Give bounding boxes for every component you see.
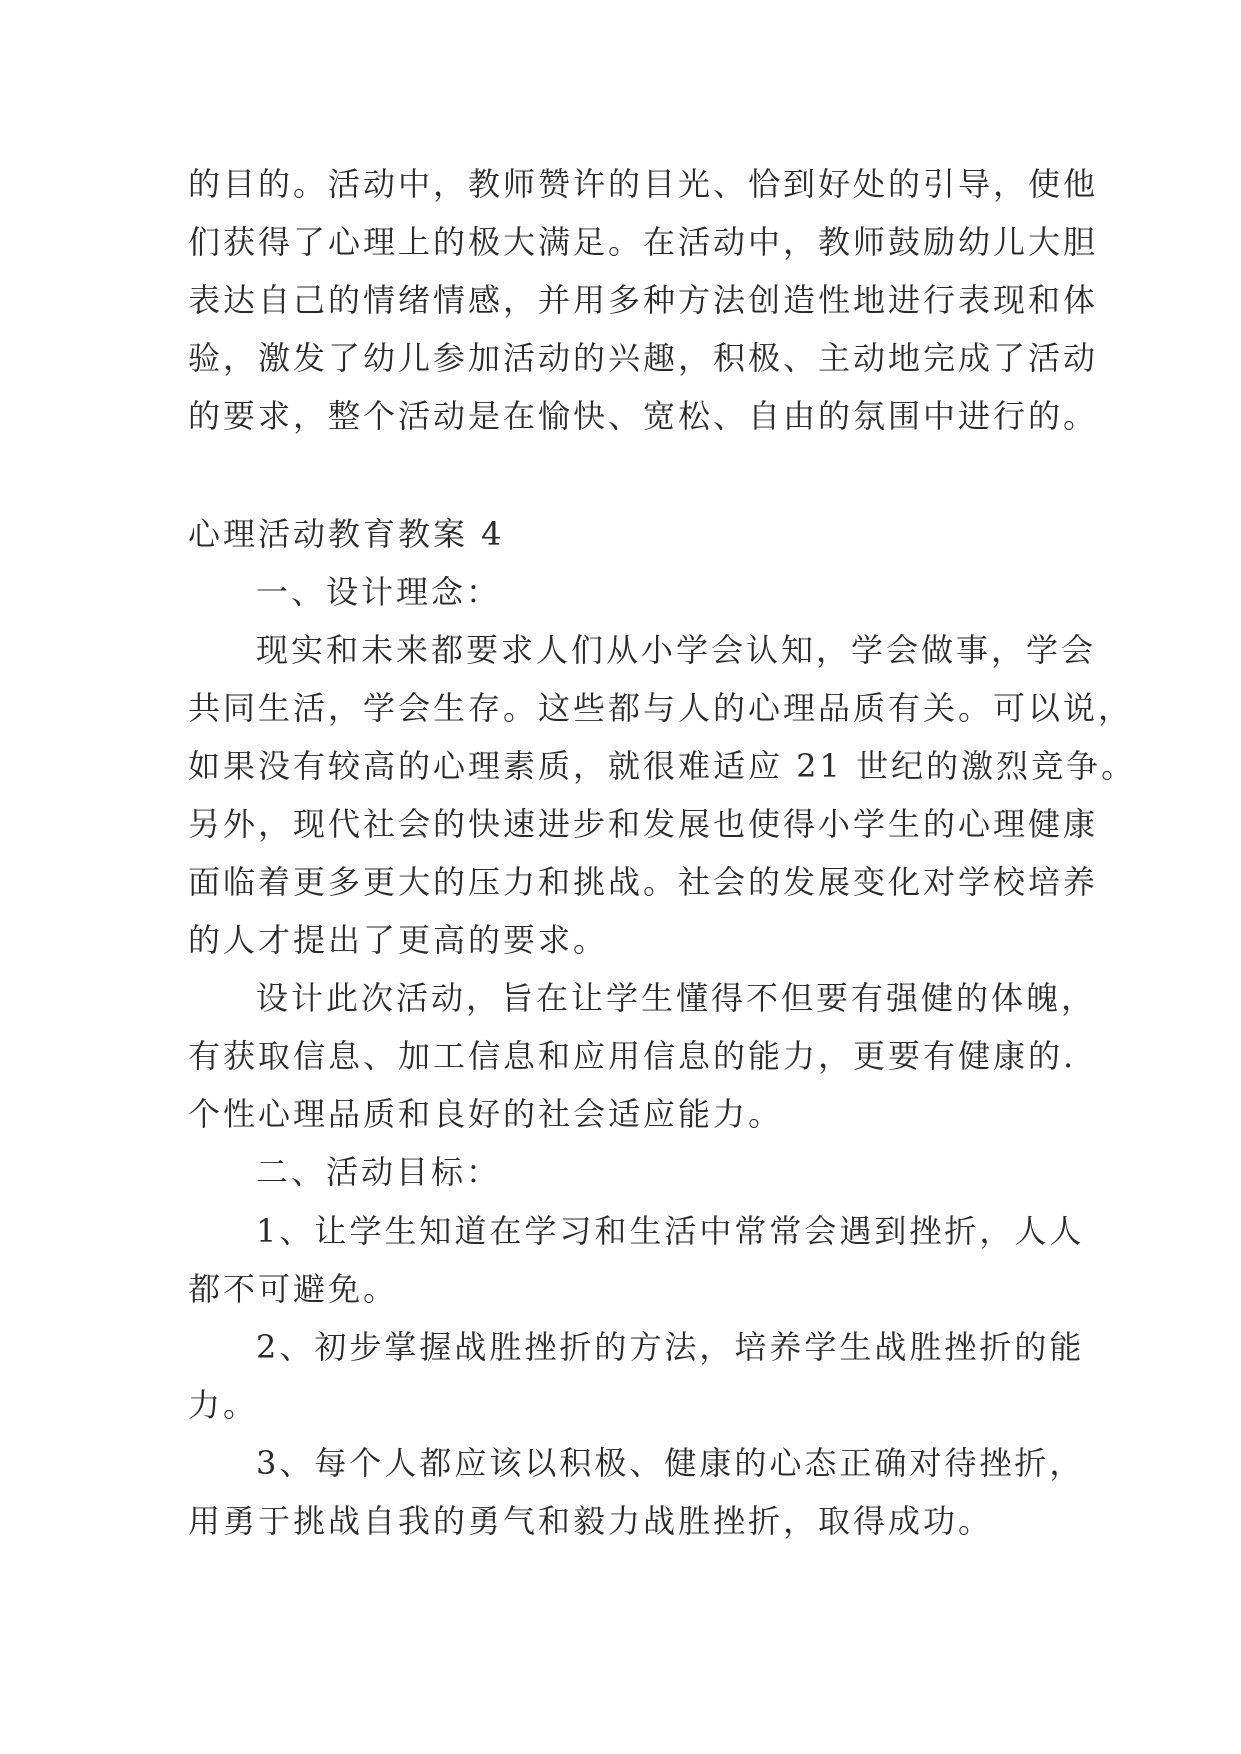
section-heading: 一、设计理念： [256, 573, 502, 611]
body-text-line: 有获取信息、加工信息和应用信息的能力，更要有健康的. [188, 1037, 1077, 1075]
body-text-line: 们获得了心理上的极大满足。在活动中，教师鼓励幼儿大胆 [188, 223, 1099, 261]
body-text-line: 现实和未来都要求人们从小学会认知，学会做事，学会 [256, 631, 1097, 669]
body-text-line: 设计此次活动，旨在让学生懂得不但要有强健的体魄， [256, 979, 1097, 1017]
list-item-text: 都不可避免。 [188, 1270, 399, 1308]
list-item-text: 2、初步掌握战胜挫折的方法，培养学生战胜挫折的能 [256, 1328, 1085, 1366]
list-item-text: 3、每个人都应该以积极、健康的心态正确对待挫折， [256, 1444, 1085, 1482]
body-text-line: 另外，现代社会的快速进步和发展也使得小学生的心理健康 [188, 805, 1099, 843]
body-text-line: 共同生活，学会生存。这些都与人的心理品质有关。可以说， [188, 689, 1134, 727]
body-text-line: 表达自己的情绪情感，并用多种方法创造性地进行表现和体 [188, 281, 1099, 319]
list-item-text: 用勇于挑战自我的勇气和毅力战胜挫折，取得成功。 [188, 1502, 994, 1540]
list-item-text: 1、让学生知道在学习和生活中常常会遇到挫折，人人 [256, 1212, 1085, 1250]
body-text-line: 的要求，整个活动是在愉快、宽松、自由的氛围中进行的。 [188, 397, 1099, 435]
body-text-line: 个性心理品质和良好的社会适应能力。 [188, 1095, 784, 1133]
body-text-line: 验，激发了幼儿参加活动的兴趣，积极、主动地完成了活动 [188, 339, 1099, 377]
body-text-line: 的目的。活动中，教师赞许的目光、恰到好处的引导，使他 [188, 165, 1099, 203]
section-title: 心理活动教育教案 4 [188, 515, 505, 553]
body-text-line: 的人才提出了更高的要求。 [188, 921, 609, 959]
body-text-line: 面临着更多更大的压力和挑战。社会的发展变化对学校培养 [188, 863, 1099, 901]
section-heading: 二、活动目标： [256, 1153, 502, 1191]
body-text-line: 如果没有较高的心理素质，就很难适应 21 世纪的激烈竞争。 [188, 747, 1137, 785]
list-item-text: 力。 [188, 1386, 259, 1424]
